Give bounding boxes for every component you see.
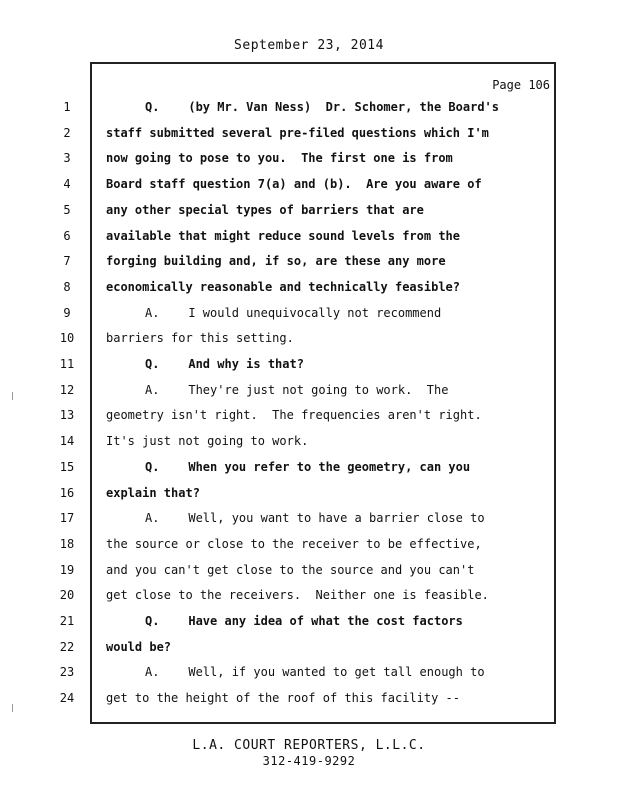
scan-mark xyxy=(12,392,16,400)
line-number: 19 xyxy=(59,563,75,577)
transcript-line: economically reasonable and technically feasible? xyxy=(106,280,461,294)
transcript-line: now going to pose to you. The first one is from xyxy=(106,151,453,165)
transcript-line: get to the height of the roof of this facility -- xyxy=(106,691,461,705)
page-number: Page 106 xyxy=(492,78,550,92)
transcript-line: Q. And why is that? xyxy=(145,357,304,371)
transcript-line: Q. Have any idea of what the cost factors xyxy=(145,614,463,628)
transcript-line: Board staff question 7(a) and (b). Are you aware of xyxy=(106,177,482,191)
line-number: 13 xyxy=(59,408,75,422)
transcript-line: the source or close to the receiver to be effective, xyxy=(106,537,482,551)
line-number: 12 xyxy=(59,383,75,397)
line-number: 18 xyxy=(59,537,75,551)
line-number: 3 xyxy=(63,151,71,165)
transcript-line: A. I would unequivocally not recommend xyxy=(145,306,442,320)
line-number: 14 xyxy=(59,434,75,448)
line-number: 11 xyxy=(59,357,75,371)
transcript-line: explain that? xyxy=(106,486,200,500)
scan-mark xyxy=(12,704,16,712)
transcript-line: Q. (by Mr. Van Ness) Dr. Schomer, the Board's xyxy=(145,100,500,114)
line-number: 16 xyxy=(59,486,75,500)
transcript-line: and you can't get close to the source and you can't xyxy=(106,563,475,577)
page-date-header: September 23, 2014 xyxy=(234,38,384,53)
transcript-line: forging building and, if so, are these any more xyxy=(106,254,446,268)
transcript-line: barriers for this setting. xyxy=(106,331,294,345)
line-number: 7 xyxy=(63,254,71,268)
transcript-line: It's just not going to work. xyxy=(106,434,309,448)
line-number: 21 xyxy=(59,614,75,628)
footer-firm-name: L.A. COURT REPORTERS, L.L.C. xyxy=(192,738,426,753)
line-number: 23 xyxy=(59,665,75,679)
line-number: 6 xyxy=(63,229,71,243)
line-number: 15 xyxy=(59,460,75,474)
transcript-line: Q. When you refer to the geometry, can you xyxy=(145,460,471,474)
line-number: 24 xyxy=(59,691,75,705)
transcript-line: A. Well, you want to have a barrier close to xyxy=(145,511,485,525)
transcript-line: available that might reduce sound levels from the xyxy=(106,229,461,243)
transcript-line: would be? xyxy=(106,640,172,654)
transcript-line: geometry isn't right. The frequencies aren't right. xyxy=(106,408,482,422)
line-number: 4 xyxy=(63,177,71,191)
footer-phone: 312-419-9292 xyxy=(262,754,356,768)
line-number: 5 xyxy=(63,203,71,217)
transcript-line: get close to the receivers. Neither one is feasible. xyxy=(106,588,489,602)
line-number: 22 xyxy=(59,640,75,654)
line-number: 8 xyxy=(63,280,71,294)
transcript-line: A. They're just not going to work. The xyxy=(145,383,449,397)
line-number: 10 xyxy=(59,331,75,345)
transcript-line: any other special types of barriers that are xyxy=(106,203,424,217)
line-number: 1 xyxy=(63,100,71,114)
line-number: 17 xyxy=(59,511,75,525)
line-number: 2 xyxy=(63,126,71,140)
line-number: 20 xyxy=(59,588,75,602)
line-number: 9 xyxy=(63,306,71,320)
transcript-line: A. Well, if you wanted to get tall enough to xyxy=(145,665,485,679)
transcript-line: staff submitted several pre-filed questions which I'm xyxy=(106,126,489,140)
